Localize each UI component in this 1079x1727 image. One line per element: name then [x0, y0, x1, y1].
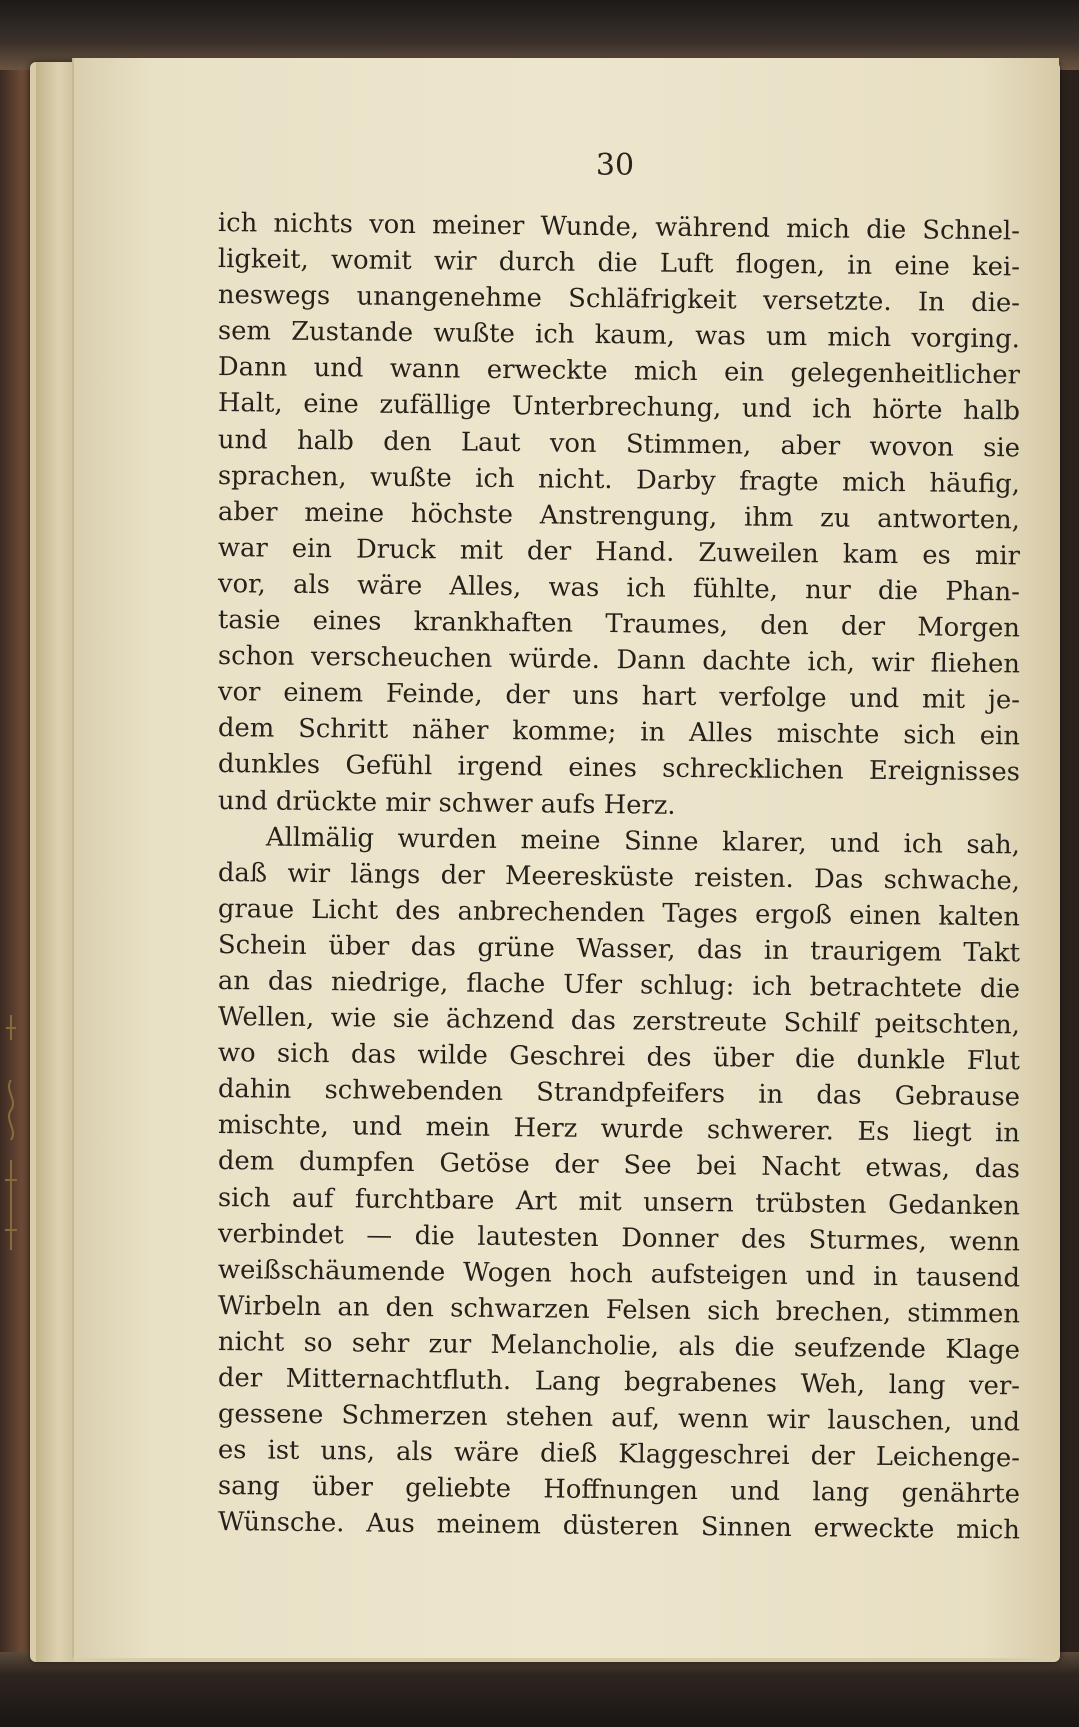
spine-decoration-icon — [0, 1010, 22, 1280]
text-line: Wünsche. Aus meinem düsteren Sinnen erweckte mich — [217, 1507, 1021, 1546]
text-line: vor, als wäre Alles, was ich fühlte, nur die Phan- — [217, 568, 1021, 608]
text-line: daß wir längs der Meeresküste reisten. Das schwache, — [217, 857, 1021, 897]
page-gutter — [36, 62, 74, 1662]
text-line: Allmälig wurden meine Sinne klarer, und ich sah, — [265, 822, 1021, 860]
text-line: mischte, und mein Herz wurde schwerer. Es liegt in — [217, 1110, 1021, 1149]
text-line: sich auf furchtbare Art mit unsern trübsten Gedanken — [217, 1182, 1021, 1221]
text-line: graue Licht des anbrechenden Tages ergoß einen kalten — [217, 893, 1021, 933]
cover-bottom-edge — [0, 1652, 1079, 1727]
text-line: an das niedrige, flache Ufer schlug: ich betrachtete die — [217, 965, 1021, 1005]
text-line: vor einem Feinde, der uns hart verfolge und mit je- — [217, 677, 1021, 716]
text-line: nicht so sehr zur Melancholie, als die seufzende Klage — [217, 1326, 1021, 1366]
text-line: aber meine höchste Anstrengung, ihm zu antworten, — [217, 496, 1021, 536]
text-line: verbindet — die lautesten Donner des Sturmes, wenn — [217, 1218, 1021, 1258]
text-line: ich nichts von meiner Wunde, während mich die Schnel- — [217, 208, 1021, 247]
text-line: dem dumpfen Getöse der See bei Nacht etwas, das — [217, 1146, 1021, 1185]
text-line: dahin schwebenden Strandpfeifers in das Gebrause — [217, 1074, 1021, 1113]
text-line: Halt, eine zufällige Unterbrechung, und ich hörte halb — [217, 388, 1021, 427]
text-line: dem Schritt näher komme; in Alles mischte sich ein — [217, 713, 1021, 752]
text-line: wo sich das wilde Geschrei des über die dunkle Flut — [217, 1038, 1021, 1077]
text-line: und drückte mir schwer aufs Herz. — [217, 785, 676, 821]
text-line: dunkles Gefühl irgend eines schrecklichen Ereignisses — [217, 749, 1021, 788]
text-line: Wellen, wie sie ächzend das zerstreute Schilf peitschten, — [217, 1002, 1021, 1041]
text-line: und halb den Laut von Stimmen, aber wovon sie — [217, 424, 1021, 463]
text-line: schon verscheuchen würde. Dann dachte ich, wir fliehen — [217, 641, 1021, 680]
text-line: Schein über das grüne Wasser, das in traurigem Takt — [217, 929, 1021, 969]
page-number: 30 — [595, 148, 635, 183]
text-line: sang über geliebte Hoffnungen und lang genährte — [217, 1471, 1021, 1510]
text-line: es ist uns, als wäre dieß Klaggeschrei der Leichenge- — [217, 1435, 1021, 1474]
body-text — [217, 205, 1021, 1546]
text-line: Dann und wann erweckte mich ein gelegenheitlicher — [217, 352, 1021, 391]
text-line: sprachen, wußte ich nicht. Darby fragte mich häufig, — [217, 460, 1021, 500]
text-line: gessene Schmerzen stehen auf, wenn wir lauschen, und — [217, 1399, 1021, 1438]
text-line: weißschäumende Wogen hoch aufsteigen und in tausend — [217, 1254, 1021, 1294]
text-line: neswegs unangenehme Schläfrigkeit versetzte. In die- — [217, 280, 1021, 319]
text-line: war ein Druck mit der Hand. Zuweilen kam es mir — [217, 532, 1021, 572]
text-line: Wirbeln an den schwarzen Felsen sich brechen, stimmen — [217, 1290, 1021, 1330]
text-line: sem Zustande wußte ich kaum, was um mich vorging. — [217, 316, 1021, 355]
text-line: tasie eines krankhaften Traumes, den der Morgen — [217, 605, 1021, 644]
text-line: der Mitternachtfluth. Lang begrabenes Weh, lang ver- — [217, 1363, 1021, 1402]
text-line: ligkeit, womit wir durch die Luft flogen, in eine kei- — [217, 244, 1021, 283]
